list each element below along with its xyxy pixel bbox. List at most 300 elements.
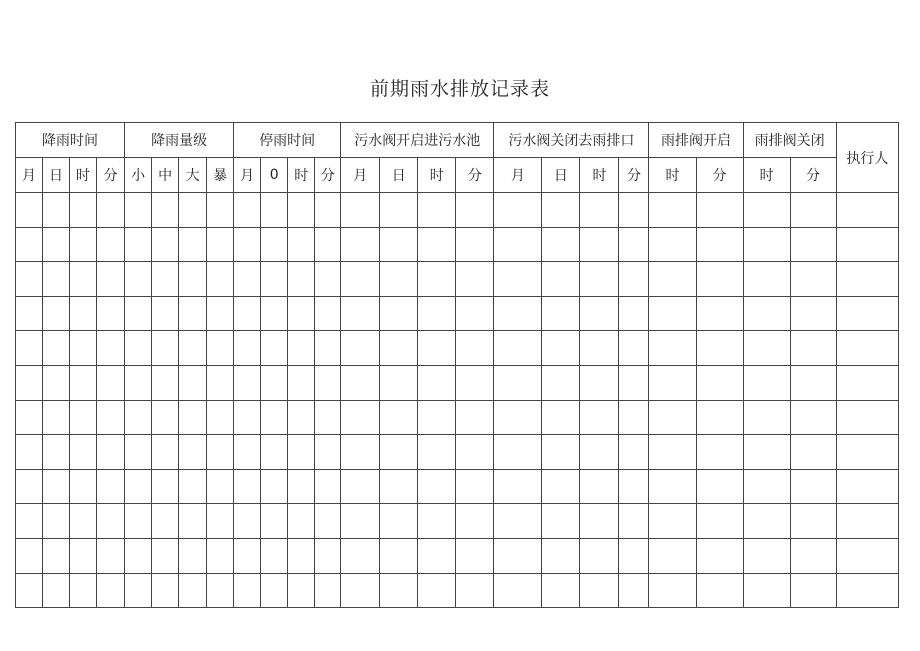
- table-cell[interactable]: [179, 538, 207, 573]
- table-cell[interactable]: [152, 573, 179, 608]
- table-cell[interactable]: [649, 435, 696, 470]
- table-cell[interactable]: [234, 193, 261, 228]
- table-cell[interactable]: [743, 296, 790, 331]
- table-cell[interactable]: [207, 435, 234, 470]
- table-cell[interactable]: [743, 400, 790, 435]
- table-cell[interactable]: [288, 193, 315, 228]
- table-cell[interactable]: [790, 469, 836, 504]
- table-cell[interactable]: [743, 331, 790, 366]
- table-cell[interactable]: [152, 227, 179, 262]
- table-cell[interactable]: [649, 538, 696, 573]
- table-cell[interactable]: [179, 193, 207, 228]
- table-cell[interactable]: [179, 400, 207, 435]
- table-cell[interactable]: [16, 538, 43, 573]
- table-cell[interactable]: [261, 469, 288, 504]
- table-cell[interactable]: [580, 504, 619, 539]
- table-cell[interactable]: [288, 538, 315, 573]
- table-cell[interactable]: [125, 538, 152, 573]
- table-cell[interactable]: [836, 538, 898, 573]
- table-cell[interactable]: [743, 573, 790, 608]
- table-cell[interactable]: [125, 262, 152, 297]
- table-cell[interactable]: [70, 573, 97, 608]
- table-cell[interactable]: [696, 296, 743, 331]
- table-cell[interactable]: [207, 331, 234, 366]
- table-cell[interactable]: [207, 193, 234, 228]
- table-cell[interactable]: [380, 504, 418, 539]
- table-cell[interactable]: [836, 331, 898, 366]
- table-cell[interactable]: [790, 573, 836, 608]
- table-cell[interactable]: [179, 573, 207, 608]
- table-cell[interactable]: [456, 504, 494, 539]
- table-cell[interactable]: [43, 538, 70, 573]
- table-cell[interactable]: [542, 365, 580, 400]
- table-cell[interactable]: [456, 227, 494, 262]
- table-cell[interactable]: [580, 193, 619, 228]
- table-cell[interactable]: [790, 435, 836, 470]
- table-cell[interactable]: [315, 573, 341, 608]
- table-cell[interactable]: [261, 573, 288, 608]
- table-cell[interactable]: [790, 400, 836, 435]
- table-cell[interactable]: [380, 400, 418, 435]
- table-cell[interactable]: [43, 400, 70, 435]
- table-cell[interactable]: [341, 193, 380, 228]
- table-cell[interactable]: [261, 435, 288, 470]
- table-cell[interactable]: [836, 469, 898, 504]
- table-cell[interactable]: [341, 504, 380, 539]
- table-cell[interactable]: [494, 538, 542, 573]
- table-cell[interactable]: [341, 365, 380, 400]
- table-cell[interactable]: [380, 331, 418, 366]
- table-cell[interactable]: [261, 331, 288, 366]
- table-cell[interactable]: [456, 573, 494, 608]
- table-cell[interactable]: [152, 365, 179, 400]
- table-cell[interactable]: [619, 193, 649, 228]
- table-cell[interactable]: [380, 469, 418, 504]
- table-cell[interactable]: [16, 296, 43, 331]
- table-cell[interactable]: [179, 435, 207, 470]
- table-cell[interactable]: [743, 262, 790, 297]
- table-cell[interactable]: [494, 193, 542, 228]
- table-cell[interactable]: [494, 262, 542, 297]
- table-cell[interactable]: [542, 400, 580, 435]
- table-cell[interactable]: [790, 365, 836, 400]
- table-cell[interactable]: [97, 193, 125, 228]
- table-cell[interactable]: [207, 573, 234, 608]
- table-cell[interactable]: [456, 262, 494, 297]
- table-cell[interactable]: [649, 400, 696, 435]
- table-cell[interactable]: [261, 296, 288, 331]
- table-cell[interactable]: [619, 435, 649, 470]
- table-cell[interactable]: [341, 573, 380, 608]
- table-cell[interactable]: [380, 365, 418, 400]
- table-cell[interactable]: [70, 365, 97, 400]
- table-cell[interactable]: [125, 469, 152, 504]
- table-cell[interactable]: [649, 469, 696, 504]
- table-cell[interactable]: [619, 296, 649, 331]
- table-cell[interactable]: [456, 435, 494, 470]
- table-cell[interactable]: [418, 227, 456, 262]
- table-cell[interactable]: [234, 262, 261, 297]
- table-cell[interactable]: [696, 504, 743, 539]
- table-cell[interactable]: [43, 296, 70, 331]
- table-cell[interactable]: [341, 331, 380, 366]
- table-cell[interactable]: [234, 331, 261, 366]
- table-cell[interactable]: [152, 262, 179, 297]
- table-cell[interactable]: [207, 262, 234, 297]
- table-cell[interactable]: [696, 435, 743, 470]
- table-cell[interactable]: [696, 262, 743, 297]
- table-cell[interactable]: [152, 331, 179, 366]
- table-cell[interactable]: [97, 296, 125, 331]
- table-cell[interactable]: [43, 469, 70, 504]
- table-cell[interactable]: [207, 504, 234, 539]
- table-cell[interactable]: [16, 435, 43, 470]
- table-cell[interactable]: [43, 435, 70, 470]
- table-cell[interactable]: [649, 262, 696, 297]
- table-cell[interactable]: [619, 469, 649, 504]
- table-cell[interactable]: [542, 573, 580, 608]
- table-cell[interactable]: [580, 538, 619, 573]
- table-cell[interactable]: [836, 435, 898, 470]
- table-cell[interactable]: [315, 193, 341, 228]
- table-cell[interactable]: [16, 227, 43, 262]
- table-cell[interactable]: [43, 193, 70, 228]
- table-cell[interactable]: [179, 331, 207, 366]
- table-cell[interactable]: [288, 331, 315, 366]
- table-cell[interactable]: [380, 573, 418, 608]
- table-cell[interactable]: [542, 296, 580, 331]
- table-cell[interactable]: [234, 504, 261, 539]
- table-cell[interactable]: [494, 400, 542, 435]
- table-cell[interactable]: [836, 573, 898, 608]
- table-cell[interactable]: [315, 262, 341, 297]
- table-cell[interactable]: [288, 469, 315, 504]
- table-cell[interactable]: [315, 504, 341, 539]
- table-cell[interactable]: [494, 435, 542, 470]
- table-cell[interactable]: [16, 193, 43, 228]
- table-cell[interactable]: [619, 262, 649, 297]
- table-cell[interactable]: [70, 262, 97, 297]
- table-cell[interactable]: [649, 193, 696, 228]
- table-cell[interactable]: [43, 227, 70, 262]
- table-cell[interactable]: [542, 538, 580, 573]
- table-cell[interactable]: [790, 538, 836, 573]
- table-cell[interactable]: [696, 193, 743, 228]
- table-cell[interactable]: [288, 435, 315, 470]
- table-cell[interactable]: [152, 193, 179, 228]
- table-cell[interactable]: [341, 400, 380, 435]
- table-cell[interactable]: [288, 262, 315, 297]
- table-cell[interactable]: [341, 227, 380, 262]
- table-cell[interactable]: [542, 504, 580, 539]
- table-cell[interactable]: [16, 365, 43, 400]
- table-cell[interactable]: [418, 296, 456, 331]
- table-cell[interactable]: [207, 227, 234, 262]
- table-cell[interactable]: [97, 504, 125, 539]
- table-cell[interactable]: [380, 262, 418, 297]
- table-cell[interactable]: [16, 262, 43, 297]
- table-cell[interactable]: [580, 435, 619, 470]
- table-cell[interactable]: [619, 400, 649, 435]
- table-cell[interactable]: [288, 296, 315, 331]
- table-cell[interactable]: [542, 331, 580, 366]
- table-cell[interactable]: [288, 573, 315, 608]
- table-cell[interactable]: [580, 331, 619, 366]
- table-cell[interactable]: [125, 296, 152, 331]
- table-cell[interactable]: [456, 365, 494, 400]
- table-cell[interactable]: [649, 365, 696, 400]
- table-cell[interactable]: [418, 262, 456, 297]
- table-cell[interactable]: [152, 469, 179, 504]
- table-cell[interactable]: [125, 400, 152, 435]
- table-cell[interactable]: [288, 365, 315, 400]
- table-cell[interactable]: [649, 331, 696, 366]
- table-cell[interactable]: [261, 400, 288, 435]
- table-cell[interactable]: [743, 538, 790, 573]
- table-cell[interactable]: [542, 227, 580, 262]
- table-cell[interactable]: [152, 435, 179, 470]
- table-cell[interactable]: [234, 469, 261, 504]
- table-cell[interactable]: [456, 331, 494, 366]
- table-cell[interactable]: [542, 262, 580, 297]
- table-cell[interactable]: [16, 400, 43, 435]
- table-cell[interactable]: [380, 193, 418, 228]
- table-cell[interactable]: [152, 296, 179, 331]
- table-cell[interactable]: [234, 227, 261, 262]
- table-cell[interactable]: [70, 331, 97, 366]
- table-cell[interactable]: [743, 365, 790, 400]
- table-cell[interactable]: [207, 400, 234, 435]
- table-cell[interactable]: [43, 504, 70, 539]
- table-cell[interactable]: [418, 365, 456, 400]
- table-cell[interactable]: [696, 227, 743, 262]
- table-cell[interactable]: [261, 193, 288, 228]
- table-cell[interactable]: [97, 400, 125, 435]
- table-cell[interactable]: [261, 365, 288, 400]
- table-cell[interactable]: [234, 538, 261, 573]
- table-cell[interactable]: [315, 400, 341, 435]
- table-cell[interactable]: [580, 262, 619, 297]
- table-cell[interactable]: [580, 296, 619, 331]
- table-cell[interactable]: [836, 296, 898, 331]
- table-cell[interactable]: [418, 400, 456, 435]
- table-cell[interactable]: [743, 469, 790, 504]
- table-cell[interactable]: [456, 469, 494, 504]
- table-cell[interactable]: [16, 504, 43, 539]
- table-cell[interactable]: [125, 504, 152, 539]
- table-cell[interactable]: [580, 573, 619, 608]
- table-cell[interactable]: [836, 227, 898, 262]
- table-cell[interactable]: [16, 573, 43, 608]
- table-cell[interactable]: [696, 573, 743, 608]
- table-cell[interactable]: [456, 296, 494, 331]
- table-cell[interactable]: [97, 262, 125, 297]
- table-cell[interactable]: [97, 435, 125, 470]
- table-cell[interactable]: [790, 296, 836, 331]
- table-cell[interactable]: [619, 365, 649, 400]
- table-cell[interactable]: [152, 538, 179, 573]
- table-cell[interactable]: [619, 538, 649, 573]
- table-cell[interactable]: [179, 365, 207, 400]
- table-cell[interactable]: [456, 400, 494, 435]
- table-cell[interactable]: [16, 331, 43, 366]
- table-cell[interactable]: [70, 296, 97, 331]
- table-cell[interactable]: [315, 469, 341, 504]
- table-cell[interactable]: [790, 331, 836, 366]
- table-cell[interactable]: [125, 435, 152, 470]
- table-cell[interactable]: [315, 296, 341, 331]
- table-cell[interactable]: [97, 365, 125, 400]
- table-cell[interactable]: [542, 435, 580, 470]
- table-cell[interactable]: [619, 331, 649, 366]
- table-cell[interactable]: [649, 227, 696, 262]
- table-cell[interactable]: [234, 573, 261, 608]
- table-cell[interactable]: [743, 227, 790, 262]
- table-cell[interactable]: [70, 504, 97, 539]
- table-cell[interactable]: [696, 538, 743, 573]
- table-cell[interactable]: [261, 504, 288, 539]
- table-cell[interactable]: [315, 331, 341, 366]
- table-cell[interactable]: [836, 365, 898, 400]
- table-cell[interactable]: [179, 504, 207, 539]
- table-cell[interactable]: [743, 193, 790, 228]
- table-cell[interactable]: [152, 504, 179, 539]
- table-cell[interactable]: [315, 365, 341, 400]
- table-cell[interactable]: [70, 227, 97, 262]
- table-cell[interactable]: [288, 504, 315, 539]
- table-cell[interactable]: [743, 435, 790, 470]
- table-cell[interactable]: [70, 538, 97, 573]
- table-cell[interactable]: [125, 573, 152, 608]
- table-cell[interactable]: [494, 504, 542, 539]
- table-cell[interactable]: [261, 538, 288, 573]
- table-cell[interactable]: [179, 469, 207, 504]
- table-cell[interactable]: [43, 331, 70, 366]
- table-cell[interactable]: [580, 227, 619, 262]
- table-cell[interactable]: [207, 296, 234, 331]
- table-cell[interactable]: [649, 504, 696, 539]
- table-cell[interactable]: [790, 193, 836, 228]
- table-cell[interactable]: [418, 538, 456, 573]
- table-cell[interactable]: [494, 331, 542, 366]
- table-cell[interactable]: [836, 504, 898, 539]
- table-cell[interactable]: [315, 435, 341, 470]
- table-cell[interactable]: [43, 365, 70, 400]
- table-cell[interactable]: [179, 262, 207, 297]
- table-cell[interactable]: [97, 331, 125, 366]
- table-cell[interactable]: [790, 262, 836, 297]
- table-cell[interactable]: [696, 331, 743, 366]
- table-cell[interactable]: [619, 227, 649, 262]
- table-cell[interactable]: [542, 193, 580, 228]
- table-cell[interactable]: [288, 400, 315, 435]
- table-cell[interactable]: [43, 262, 70, 297]
- table-cell[interactable]: [341, 538, 380, 573]
- table-cell[interactable]: [97, 573, 125, 608]
- table-cell[interactable]: [456, 538, 494, 573]
- table-cell[interactable]: [341, 296, 380, 331]
- table-cell[interactable]: [234, 435, 261, 470]
- table-cell[interactable]: [790, 504, 836, 539]
- table-cell[interactable]: [341, 262, 380, 297]
- table-cell[interactable]: [580, 469, 619, 504]
- table-cell[interactable]: [743, 504, 790, 539]
- table-cell[interactable]: [494, 296, 542, 331]
- table-cell[interactable]: [179, 296, 207, 331]
- table-cell[interactable]: [70, 435, 97, 470]
- table-cell[interactable]: [380, 435, 418, 470]
- table-cell[interactable]: [696, 469, 743, 504]
- table-cell[interactable]: [207, 365, 234, 400]
- table-cell[interactable]: [418, 193, 456, 228]
- table-cell[interactable]: [234, 365, 261, 400]
- table-cell[interactable]: [234, 400, 261, 435]
- table-cell[interactable]: [97, 469, 125, 504]
- table-cell[interactable]: [207, 538, 234, 573]
- table-cell[interactable]: [418, 331, 456, 366]
- table-cell[interactable]: [125, 331, 152, 366]
- table-cell[interactable]: [494, 365, 542, 400]
- table-cell[interactable]: [152, 400, 179, 435]
- table-cell[interactable]: [179, 227, 207, 262]
- table-cell[interactable]: [418, 435, 456, 470]
- table-cell[interactable]: [16, 469, 43, 504]
- table-cell[interactable]: [70, 193, 97, 228]
- table-cell[interactable]: [207, 469, 234, 504]
- table-cell[interactable]: [43, 573, 70, 608]
- table-cell[interactable]: [619, 504, 649, 539]
- table-cell[interactable]: [494, 469, 542, 504]
- table-cell[interactable]: [580, 400, 619, 435]
- table-cell[interactable]: [649, 573, 696, 608]
- table-cell[interactable]: [315, 538, 341, 573]
- table-cell[interactable]: [261, 262, 288, 297]
- table-cell[interactable]: [542, 469, 580, 504]
- table-cell[interactable]: [70, 469, 97, 504]
- table-cell[interactable]: [580, 365, 619, 400]
- table-cell[interactable]: [649, 296, 696, 331]
- table-cell[interactable]: [288, 227, 315, 262]
- table-cell[interactable]: [836, 262, 898, 297]
- table-cell[interactable]: [97, 227, 125, 262]
- table-cell[interactable]: [380, 227, 418, 262]
- table-cell[interactable]: [418, 573, 456, 608]
- table-cell[interactable]: [696, 365, 743, 400]
- table-cell[interactable]: [619, 573, 649, 608]
- table-cell[interactable]: [456, 193, 494, 228]
- table-cell[interactable]: [418, 504, 456, 539]
- table-cell[interactable]: [125, 193, 152, 228]
- table-cell[interactable]: [696, 400, 743, 435]
- table-cell[interactable]: [341, 435, 380, 470]
- table-cell[interactable]: [836, 193, 898, 228]
- table-cell[interactable]: [494, 227, 542, 262]
- table-cell[interactable]: [494, 573, 542, 608]
- table-cell[interactable]: [97, 538, 125, 573]
- table-cell[interactable]: [380, 538, 418, 573]
- table-cell[interactable]: [836, 400, 898, 435]
- table-cell[interactable]: [261, 227, 288, 262]
- table-cell[interactable]: [380, 296, 418, 331]
- table-cell[interactable]: [790, 227, 836, 262]
- table-cell[interactable]: [125, 365, 152, 400]
- table-cell[interactable]: [341, 469, 380, 504]
- table-cell[interactable]: [125, 227, 152, 262]
- table-cell[interactable]: [315, 227, 341, 262]
- table-cell[interactable]: [70, 400, 97, 435]
- table-cell[interactable]: [418, 469, 456, 504]
- table-cell[interactable]: [234, 296, 261, 331]
